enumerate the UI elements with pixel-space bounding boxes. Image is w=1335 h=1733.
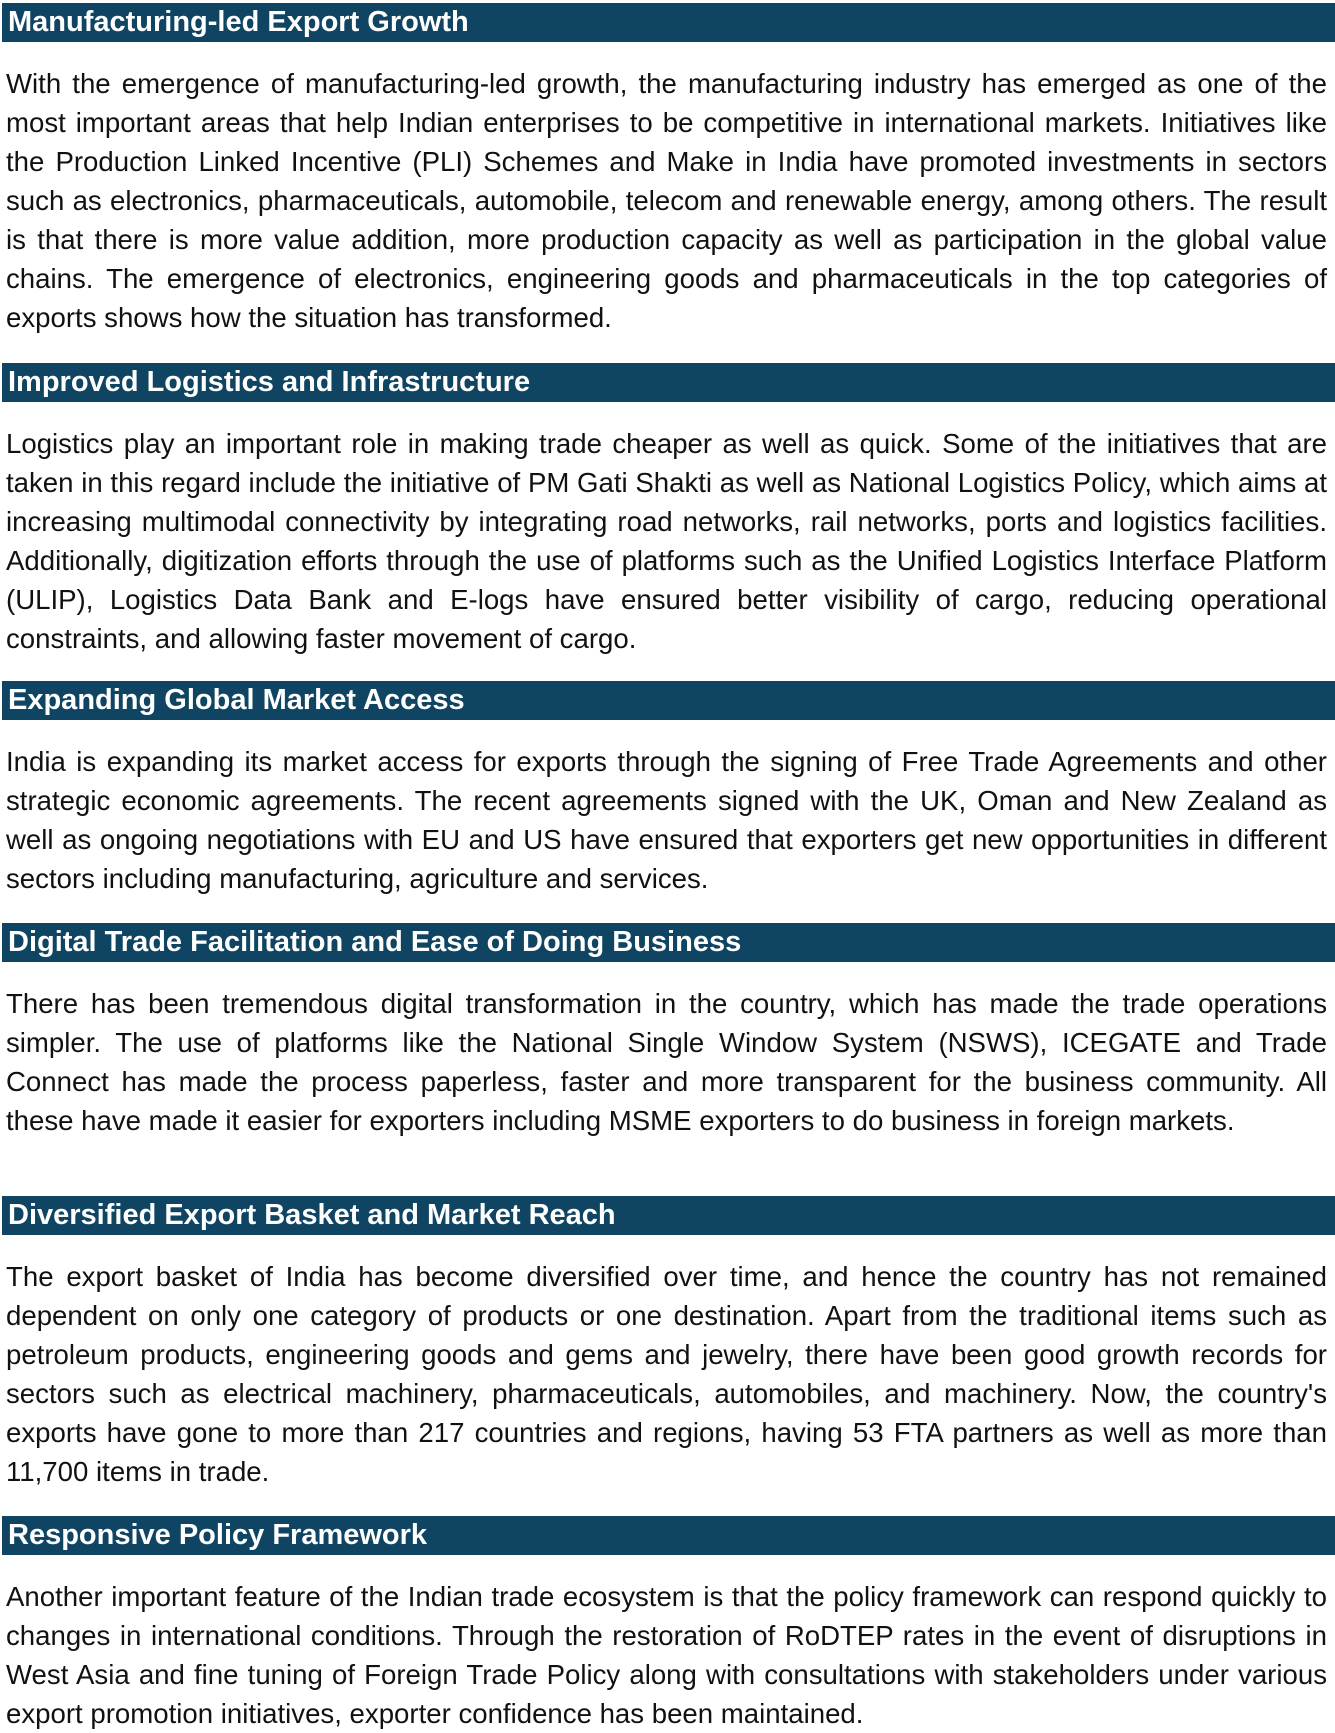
section-improved-logistics-and-infrastructure [2,363,1335,658]
section-responsive-policy-framework [2,1516,1335,1733]
section-heading: Expanding Global Market Access [2,681,1335,720]
section-heading: Manufacturing-led Export Growth [2,3,1335,42]
section-manufacturing-led-export-growth [2,3,1335,337]
section-heading: Improved Logistics and Infrastructure [2,363,1335,402]
section-heading: Diversified Export Basket and Market Reach [2,1196,1335,1235]
section-heading: Responsive Policy Framework [2,1516,1335,1555]
section-paragraph: With the emergence of manufacturing-led growth, the manufacturing industry has emerged as one of the most important areas that help Indian enterprises to be competitive in international markets. Initiatives like the Production Linked Incentive (PLI) Schemes and Make in India have promoted investments in sectors such as electronics, pharmaceuticals, automobile, telecom and renewable energy, among others. The result is that there is more value addition, more production capacity as well as participation in the global value chains. The emergence of electronics, engineering goods and pharmaceuticals in the top categories of exports shows how the situation has transformed. [6,68,1327,333]
section-paragraph: Logistics play an important role in making trade cheaper as well as quick. Some of the initiatives that are taken in this regard include the initiative of PM Gati Shakti as well as National Logistics Policy, which aims at increasing multimodal connectivity by integrating road networks, rail networks, ports and logistics facilities. Additionally, digitization efforts through the use of platforms such as the Unified Logistics Interface Platform (ULIP), Logistics Data Bank and E-logs have ensured better visibility of cargo, reducing operational constraints, and allowing faster movement of cargo. [6,428,1327,654]
section-paragraph: The export basket of India has become diversified over time, and hence the country has not remained dependent on only one category of products or one destination. Apart from the traditional items such as petroleum products, engineering goods and gems and jewelry, there have been good growth records for sectors such as electrical machinery, pharmaceuticals, automobiles, and machinery. Now, the country's exports have gone to more than 217 countries and regions, having 53 FTA partners as well as more than 11,700 items in trade. [6,1261,1327,1487]
section-heading: Digital Trade Facilitation and Ease of Doing Business [2,923,1335,962]
section-paragraph: India is expanding its market access for exports through the signing of Free Trade Agreements and other strategic economic agreements. The recent agreements signed with the UK, Oman and New Zealand as well as ongoing negotiations with EU and US have ensured that exporters get new opportunities in different sectors including manufacturing, agriculture and services. [6,746,1327,894]
section-paragraph: There has been tremendous digital transformation in the country, which has made the trade operations simpler. The use of platforms like the National Single Window System (NSWS), ICEGATE and Trade Connect has made the process paperless, faster and more transparent for the business community. All these have made it easier for exporters including MSME exporters to do business in foreign markets. [6,988,1327,1136]
section-diversified-export-basket [2,1196,1335,1491]
section-paragraph: Another important feature of the Indian trade ecosystem is that the policy framework can respond quickly to changes in international conditions. Through the restoration of RoDTEP rates in the event of disruptions in West Asia and fine tuning of Foreign Trade Policy along with consultations with stakeholders under various export promotion initiatives, exporter confidence has been maintained. [6,1581,1327,1729]
section-expanding-global-market-access [2,681,1335,898]
section-digital-trade-facilitation [2,923,1335,1140]
